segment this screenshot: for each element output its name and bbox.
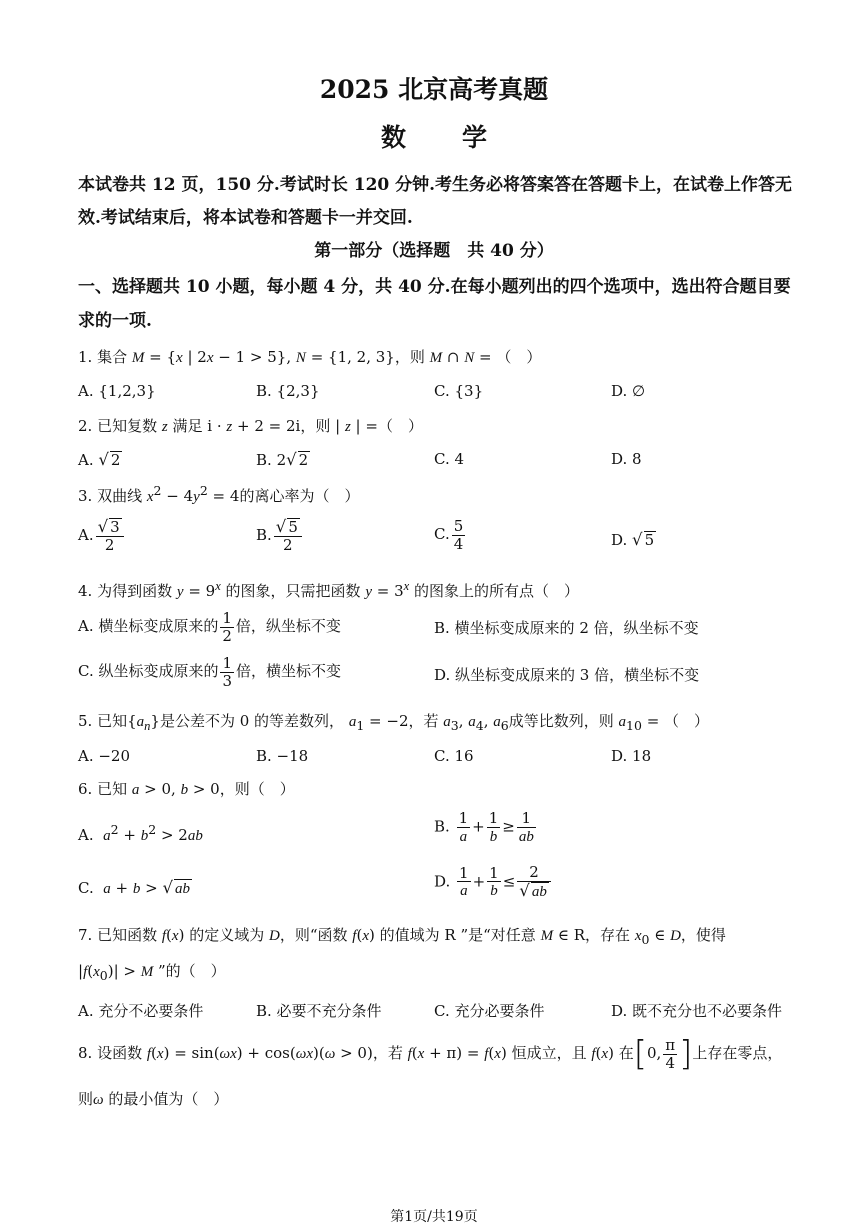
q4-option-b[interactable]: B. 横坐标变成原来的 2 倍，纵坐标不变 [434,619,699,637]
q3-option-a[interactable]: A. $\frac{√ 3}{2}$ [78,518,126,554]
question-7-line-1: 7. 已知函数 f(x) 的定义域为 D，则“函数 f(x) 的值域为 R ”是“对任意 M ∈ R，存在 $x_0$ ∈ D，使得 [78,926,726,947]
q7-option-c[interactable]: C. 充分必要条件 [434,1002,545,1020]
question-6: 6. 已知 a > 0, b > 0，则（ ） [78,780,295,798]
q7-option-a[interactable]: A. 充分不必要条件 [78,1002,204,1020]
q6-option-c[interactable]: C. a + b > √ ab [78,878,190,897]
q3-option-c[interactable]: C. $\frac{5}{4}$ [434,517,464,553]
q2-option-b[interactable]: B. 2√ 2 [256,450,309,469]
section-line-2: 求的一项. [78,311,152,331]
question-1: 1. 集合 M = {x | 2x − 1 > 5}, N = {1, 2, 3}，则 M ∩ N = （ ） [78,348,542,366]
subject-heading: 数 学 [380,123,488,152]
q6-option-d[interactable]: D. $\frac{1}{a}$ + $\frac{1}{b}$ ≤ $\frac{2}{√ ab}$ [434,864,553,901]
question-7-line-2: $|f(x_0)| > M$ ”的（ ） [78,962,226,983]
q4-option-c[interactable]: C. 纵坐标变成原来的 $\frac{1}{3}$ 倍，横坐标不变 [78,654,342,690]
question-4: 4. 为得到函数 $y = 9^x$ 的图象，只需把函数 $y = 3^x$ 的图象上的所有点（ ） [78,579,580,600]
q3-option-b[interactable]: B. $\frac{√ 5}{2}$ [256,518,304,554]
q2-option-d[interactable]: D. 8 [611,450,642,468]
q4-option-a[interactable]: A. 横坐标变成原来的 $\frac{1}{2}$ 倍，纵坐标不变 [78,609,341,645]
question-8-line-1: 8. 设函数 f(x) = sin(ωx) + cos(ωx)(ω > 0)，若 f(x + π) = f(x) 恒成立，且 f(x) 在[0, $\frac{\pi}{4}$ ]上存在零点， [78,1034,783,1074]
question-3: 3. 双曲线 $x^2 - 4y^2 = 4$的离心率为（ ） [78,483,360,505]
question-8-line-2: 则ω 的最小值为（ ） [78,1090,229,1108]
intro-line-2: 效.考试结束后，将本试卷和答题卡一并交回. [78,208,413,228]
part-heading: 第一部分（选择题 共 40 分） [314,241,554,261]
q1-option-b[interactable]: B. {2,3} [256,382,320,400]
q6-option-a[interactable]: A. $a^2 + b^2 > 2ab$ [78,822,203,844]
q5-option-d[interactable]: D. 18 [611,747,652,765]
page-title: 2025 北京高考真题 [319,75,549,104]
q2-option-c[interactable]: C. 4 [434,450,465,468]
q5-option-a[interactable]: A. −20 [78,747,131,765]
q2-option-a[interactable]: A. √ 2 [78,450,121,469]
q1-option-d[interactable]: D. ∅ [611,382,646,400]
page-footer: 第1页/共19页 [390,1209,478,1225]
q5-option-c[interactable]: C. 16 [434,747,474,765]
q6-option-b[interactable]: B. $\frac{1}{a}$ + $\frac{1}{b}$ ≥ $\frac{1}{ab}$ [434,809,534,845]
intro-line-1: 本试卷共 12 页，150 分.考试时长 120 分钟.考生务必将答案答在答题卡上，在试卷上作答无 [78,175,793,195]
q7-option-b[interactable]: B. 必要不充分条件 [256,1002,382,1020]
q1-option-a[interactable]: A. {1,2,3} [78,382,156,400]
q3-option-d[interactable]: D. √ 5 [611,530,655,549]
q7-option-d[interactable]: D. 既不充分也不必要条件 [611,1002,783,1020]
q1-option-c[interactable]: C. {3} [434,382,484,400]
question-2: 2. 已知复数 z 满足 i · z + 2 = 2i，则 | z | =（ ） [78,417,423,435]
q4-option-d[interactable]: D. 纵坐标变成原来的 3 倍，横坐标不变 [434,666,700,684]
question-5: 5. 已知$\{a_n\}$是公差不为 0 的等差数列， $a_1 = -2$，若 $a_3$, $a_4$, $a_6$成等比数列，则 $a_{10}$ = （ ） [78,712,710,733]
section-line-1: 一、选择题共 10 小题，每小题 4 分，共 40 分.在每小题列出的四个选项中，选出符合题目要 [78,277,791,297]
q5-option-b[interactable]: B. −18 [256,747,309,765]
